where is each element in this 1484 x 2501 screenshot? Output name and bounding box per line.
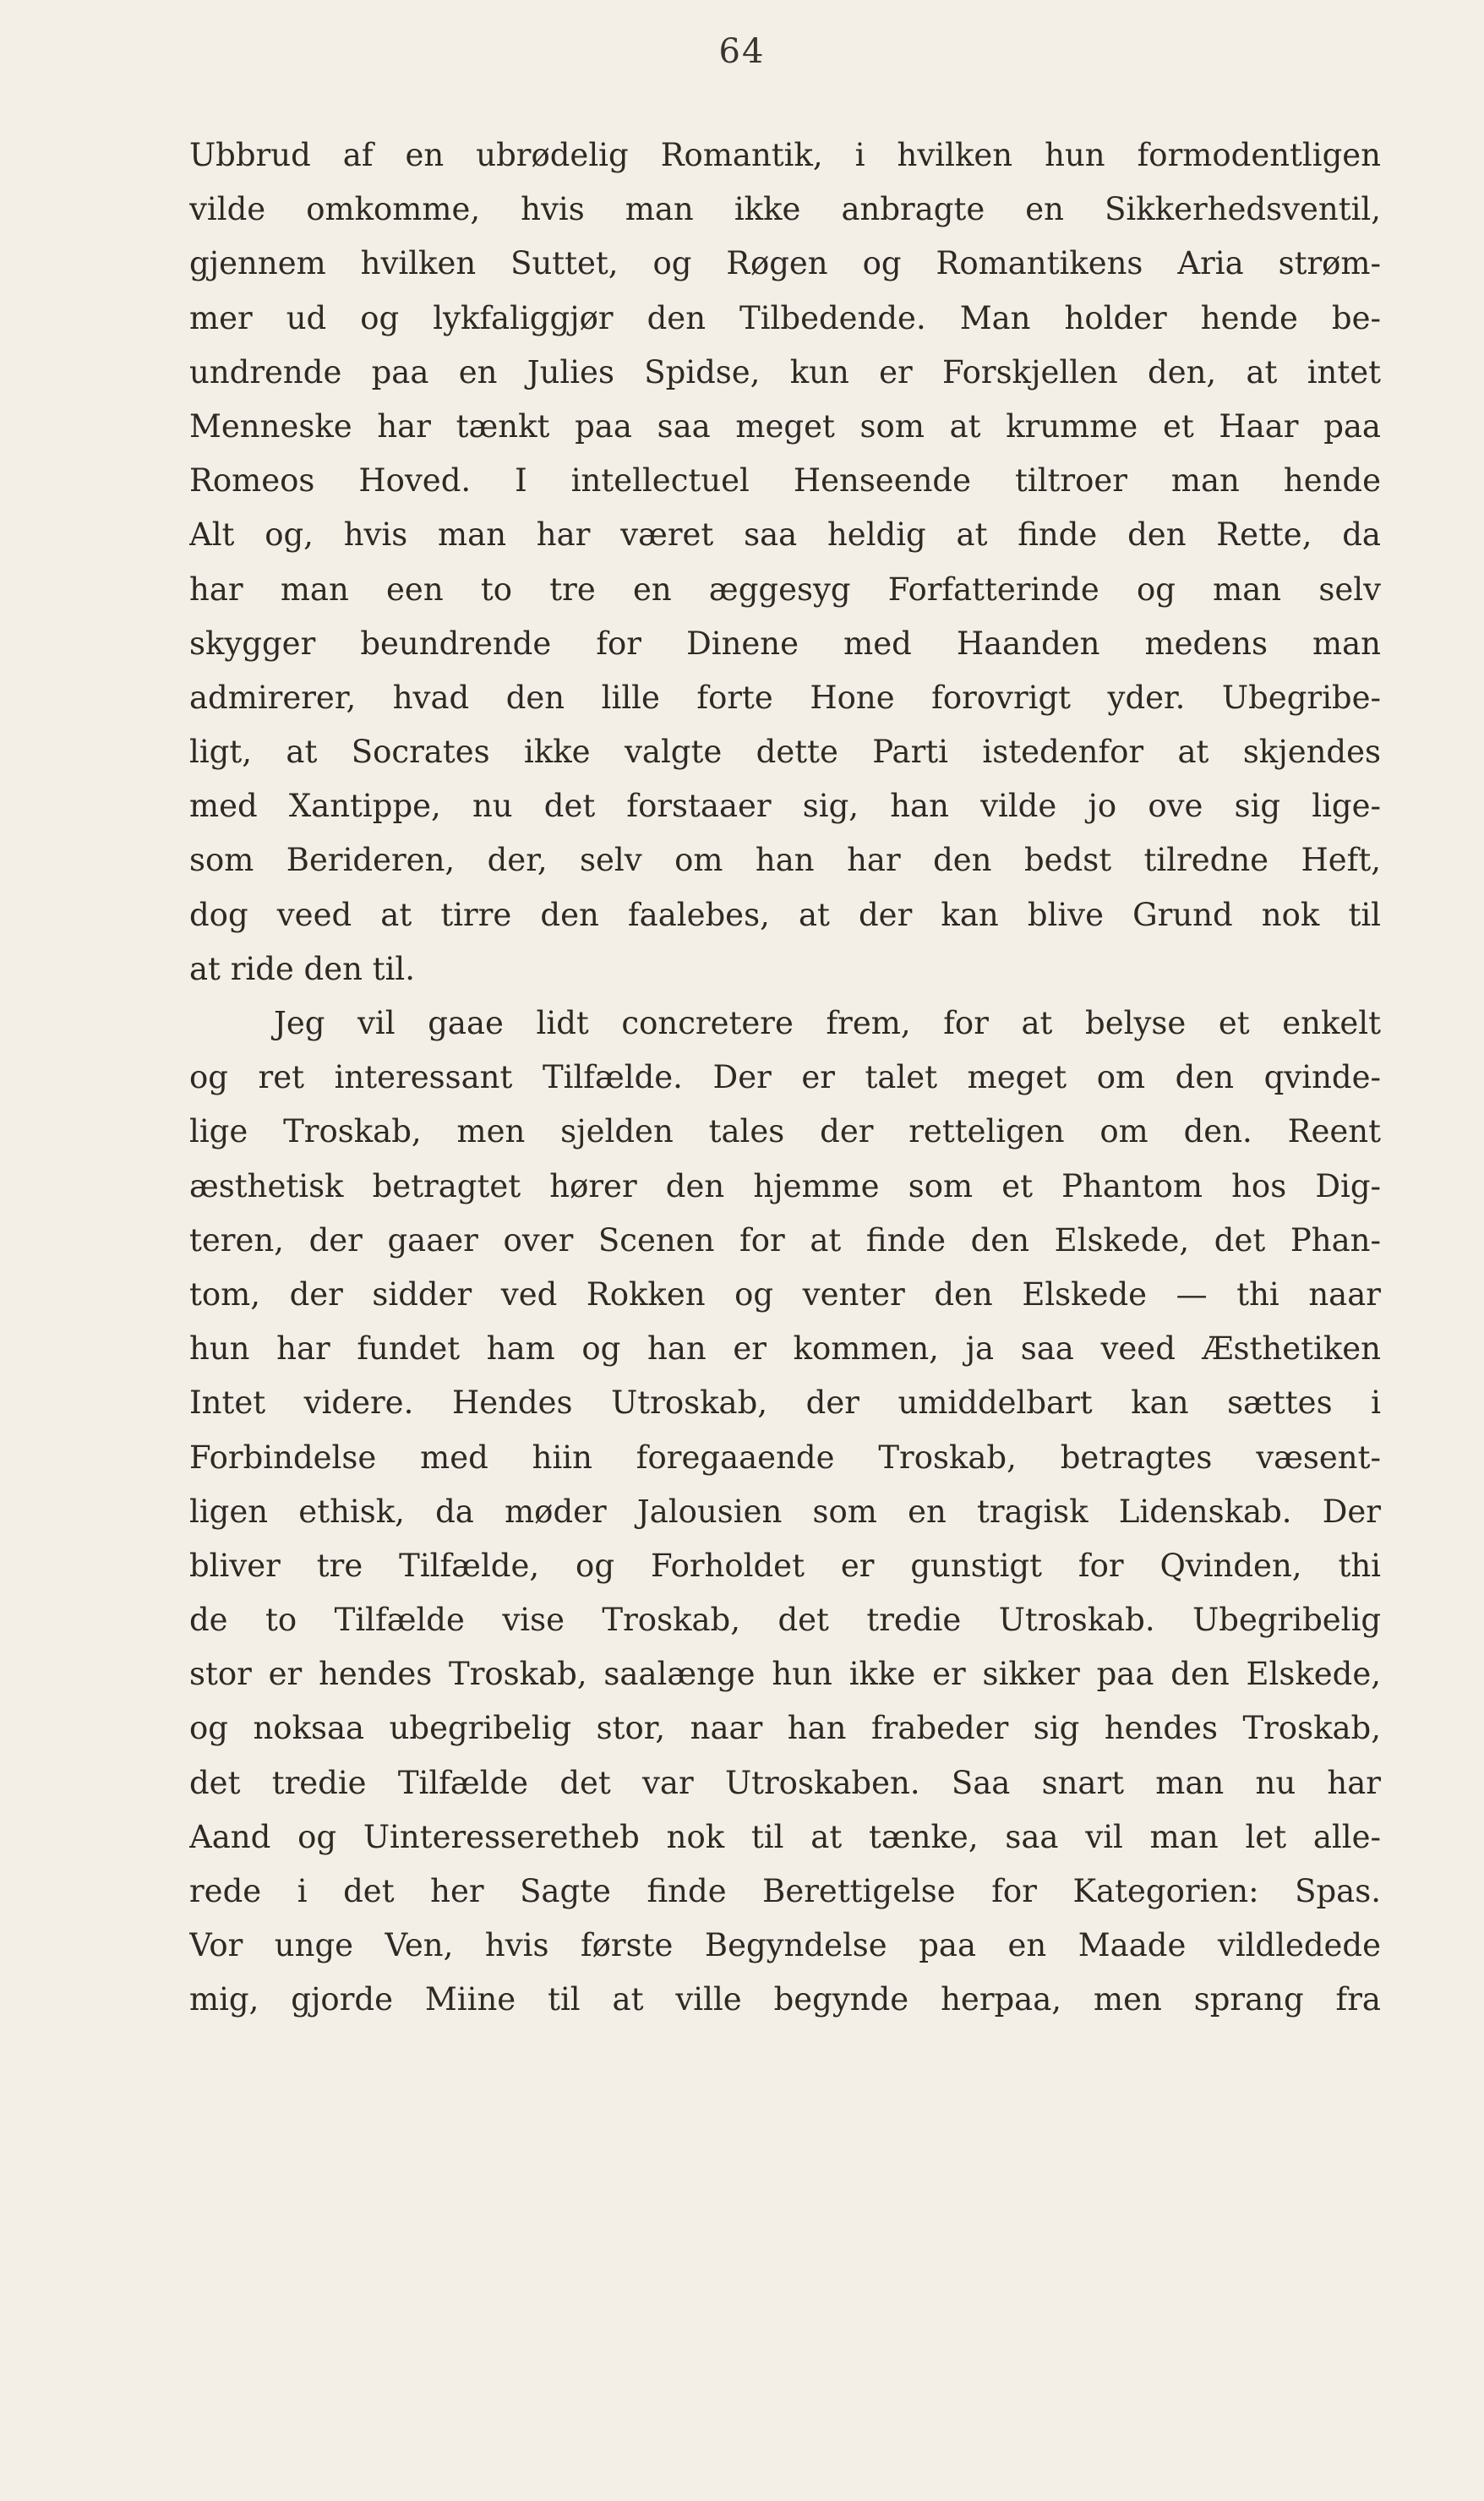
text-line: med Xantippe, nu det forstaaer sig, han vilde jo ove sig lige-	[189, 788, 1381, 825]
text-line: ligt, at Socrates ikke valgte dette Parti istedenfor at skjendes	[189, 734, 1381, 771]
text-line: gjennem hvilken Suttet, og Røgen og Romantikens Aria strøm-	[189, 245, 1381, 282]
text-line: mig, gjorde Miine til at ville begynde herpaa, men sprang fra	[189, 1981, 1381, 2018]
text-line: Intet videre. Hendes Utroskab, der umiddelbart kan sættes i	[189, 1384, 1381, 1422]
text-line: admirerer, hvad den lille forte Hone forovrigt yder. Ubegribe-	[189, 679, 1381, 716]
text-line: ligen ethisk, da møder Jalousien som en tragisk Lidenskab. Der	[189, 1493, 1381, 1530]
text-line: tom, der sidder ved Rokken og venter den Elskede — thi naar	[189, 1275, 1381, 1313]
text-line: mer ud og lykfaliggjør den Tilbedende. Man holder hende be-	[189, 299, 1381, 336]
text-line: hun har fundet ham og han er kommen, ja saa veed Æsthetiken	[189, 1330, 1381, 1368]
text-line: lige Troskab, men sjelden tales der retteligen om den. Reent	[189, 1113, 1381, 1150]
text-line: de to Tilfælde vise Troskab, det tredie Utroskab. Ubegribelig	[189, 1602, 1381, 1639]
text-line: som Berideren, der, selv om han har den bedst tilredne Heft,	[189, 842, 1381, 879]
text-line: skygger beundrende for Dinene med Haanden medens man	[189, 625, 1381, 662]
text-line: stor er hendes Troskab, saalænge hun ikke er sikker paa den Elskede,	[189, 1656, 1381, 1693]
text-line: teren, der gaaer over Scenen for at finde den Elskede, det Phan-	[189, 1221, 1381, 1259]
text-line: har man een to tre en æggesyg Forfatterinde og man selv	[189, 571, 1381, 608]
text-line: og ret interessant Tilfælde. Der er talet meget om den qvinde-	[189, 1059, 1381, 1096]
text-line: Alt og, hvis man har været saa heldig at finde den Rette, da	[189, 516, 1381, 554]
text-line: Forbindelse med hiin foregaaende Troskab, betragtes væsent-	[189, 1439, 1381, 1476]
text-line: Ubbrud af en ubrødelig Romantik, i hvilken hun formodentligen	[189, 137, 1381, 173]
text-line-paragraph-end: at ride den til.	[189, 950, 416, 987]
text-line: æsthetisk betragtet hører den hjemme som et Phantom hos Dig-	[189, 1167, 1381, 1204]
text-line: bliver tre Tilfælde, og Forholdet er gunstigt for Qvinden, thi	[189, 1547, 1381, 1584]
text-line: Aand og Uinteresseretheb nok til at tænke, saa vil man let alle-	[189, 1818, 1381, 1855]
page-number: 64	[718, 32, 766, 71]
text-line: det tredie Tilfælde det var Utroskaben. Saa snart man nu har	[189, 1764, 1381, 1801]
text-line: rede i det her Sagte finde Berettigelse for Kategorien: Spas.	[189, 1873, 1381, 1909]
text-line: Romeos Hoved. I intellectuel Henseende tiltroer man hende	[189, 462, 1381, 500]
text-line: vilde omkomme, hvis man ikke anbragte en Sikkerhedsventil,	[189, 191, 1381, 228]
text-line-paragraph-start: Jeg vil gaae lidt concretere frem, for at belyse et enkelt	[274, 1005, 1381, 1041]
text-line: Vor unge Ven, hvis første Begyndelse paa en Maade vildledede	[189, 1927, 1381, 1964]
text-line: undrende paa en Julies Spidse, kun er Forskjellen den, at intet	[189, 353, 1381, 390]
text-line: og noksaa ubegribelig stor, naar han frabeder sig hendes Troskab,	[189, 1710, 1381, 1747]
body-text	[189, 128, 1381, 2478]
text-line: dog veed at tirre den faalebes, at der kan blive Grund nok til	[189, 896, 1381, 933]
text-line: Menneske har tænkt paa saa meget som at krumme et Haar paa	[189, 407, 1381, 445]
